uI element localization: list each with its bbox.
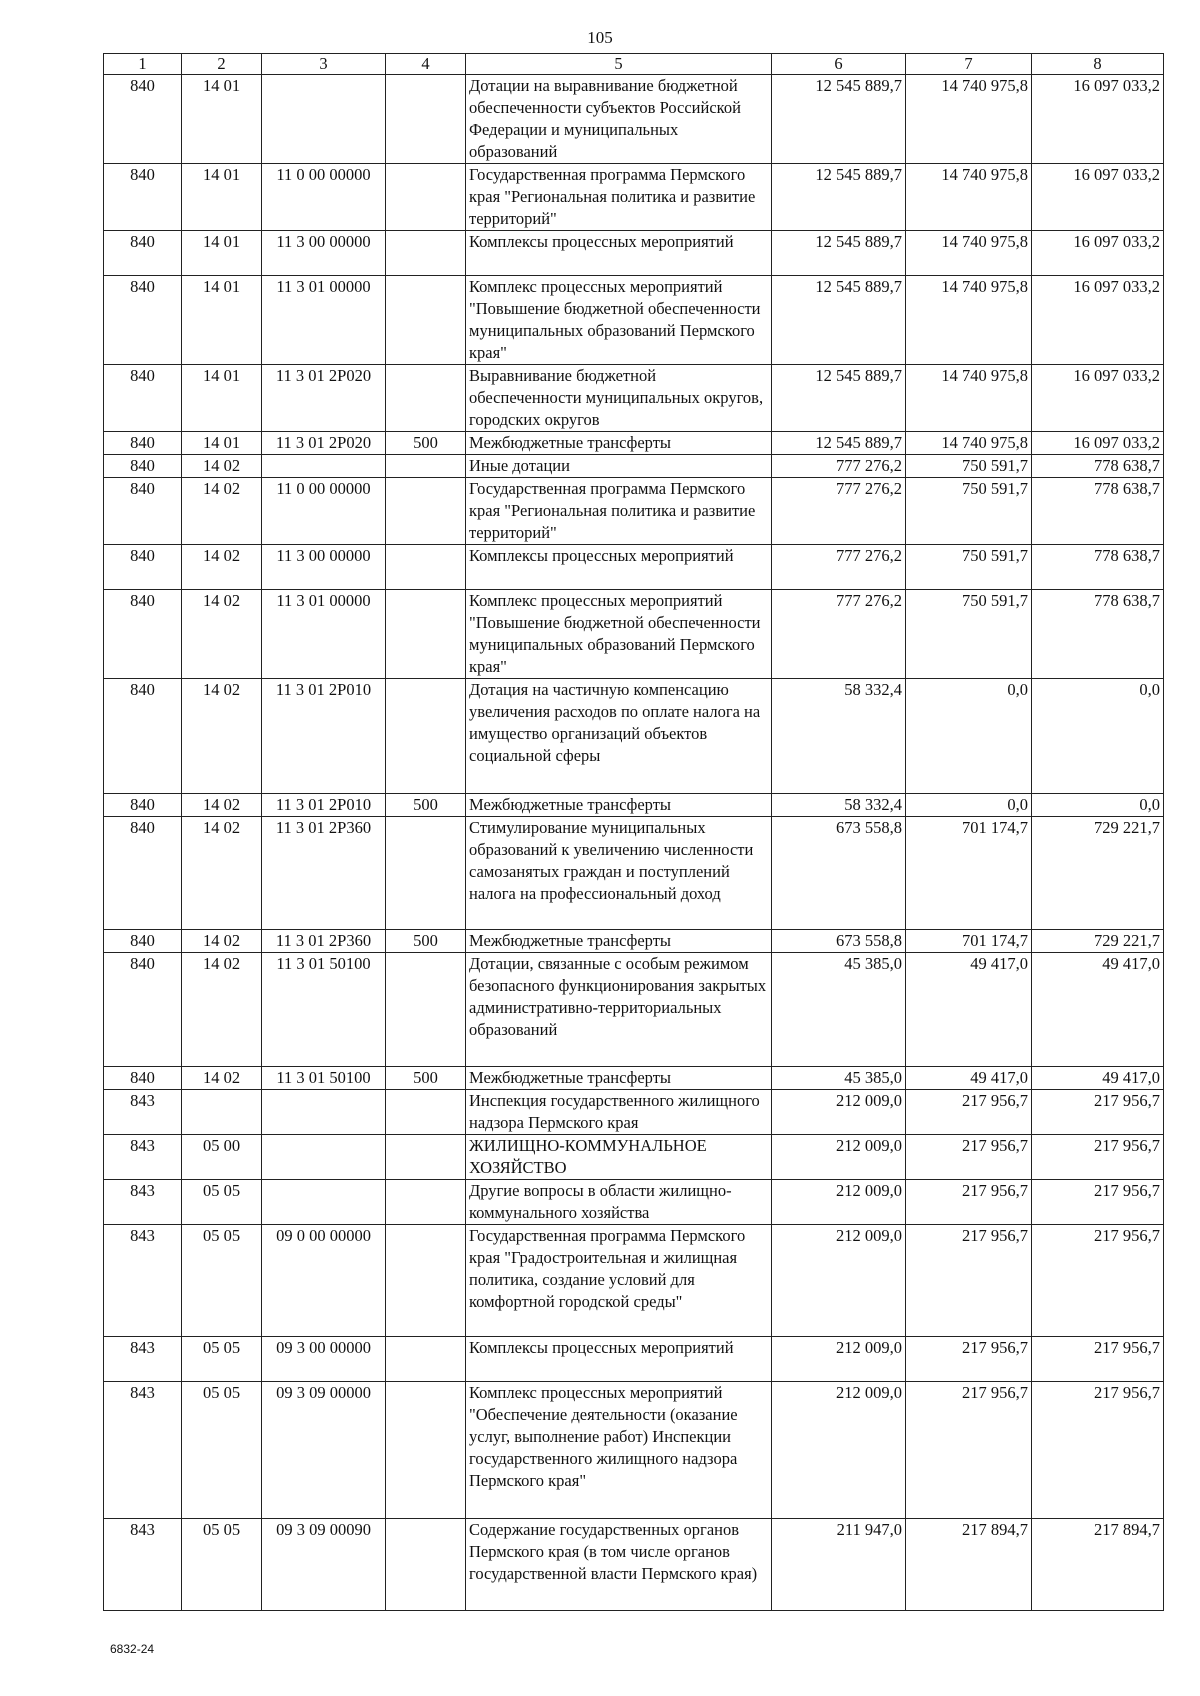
target-article-cell: 09 0 00 00000	[262, 1225, 386, 1337]
target-article-cell: 11 3 00 00000	[262, 231, 386, 276]
column-header: 4	[386, 54, 466, 75]
amount-year3-cell: 729 221,7	[1032, 817, 1164, 930]
amount-year2-cell: 701 174,7	[906, 817, 1032, 930]
ministry-code-cell: 840	[104, 794, 182, 817]
target-article-cell: 09 3 09 00000	[262, 1382, 386, 1519]
section-code-cell: 05 05	[182, 1225, 262, 1337]
target-article-cell: 11 3 01 2Р010	[262, 794, 386, 817]
amount-year3-cell: 16 097 033,2	[1032, 365, 1164, 432]
amount-year1-cell: 777 276,2	[772, 455, 906, 478]
item-name-cell: ЖИЛИЩНО-КОММУНАЛЬНОЕ ХОЗЯЙСТВО	[466, 1135, 772, 1180]
amount-year1-cell: 45 385,0	[772, 953, 906, 1067]
amount-year1-cell: 212 009,0	[772, 1225, 906, 1337]
table-row	[104, 75, 1164, 164]
ministry-code-cell: 840	[104, 590, 182, 679]
amount-year1-cell: 673 558,8	[772, 930, 906, 953]
section-code-cell: 05 05	[182, 1180, 262, 1225]
target-article-cell	[262, 75, 386, 164]
table-row	[104, 679, 1164, 794]
amount-year2-cell: 0,0	[906, 679, 1032, 794]
section-code-cell: 14 02	[182, 953, 262, 1067]
section-code-cell: 05 05	[182, 1337, 262, 1382]
amount-year2-cell: 49 417,0	[906, 953, 1032, 1067]
expense-type-cell	[386, 1337, 466, 1382]
amount-year1-cell: 12 545 889,7	[772, 432, 906, 455]
page-number: 105	[587, 28, 613, 47]
ministry-code-cell: 843	[104, 1090, 182, 1135]
item-name-cell: Дотация на частичную компенсацию увеличения расходов по оплате налога на имущество организаций объектов социальной сферы	[466, 679, 772, 794]
section-code-cell: 14 02	[182, 545, 262, 590]
target-article-cell: 11 3 01 00000	[262, 276, 386, 365]
amount-year1-cell: 211 947,0	[772, 1519, 906, 1611]
amount-year1-cell: 12 545 889,7	[772, 276, 906, 365]
amount-year3-cell: 778 638,7	[1032, 478, 1164, 545]
amount-year2-cell: 750 591,7	[906, 455, 1032, 478]
amount-year2-cell: 217 956,7	[906, 1135, 1032, 1180]
section-code-cell: 14 01	[182, 432, 262, 455]
item-name-cell: Государственная программа Пермского края "Региональная политика и развитие территорий"	[466, 478, 772, 545]
table-row	[104, 1067, 1164, 1090]
expense-type-cell	[386, 817, 466, 930]
ministry-code-cell: 843	[104, 1382, 182, 1519]
expense-type-cell	[386, 231, 466, 276]
ministry-code-cell: 843	[104, 1337, 182, 1382]
amount-year3-cell: 217 894,7	[1032, 1519, 1164, 1611]
table-row	[104, 1382, 1164, 1519]
ministry-code-cell: 840	[104, 953, 182, 1067]
ministry-code-cell: 840	[104, 545, 182, 590]
amount-year2-cell: 701 174,7	[906, 930, 1032, 953]
amount-year2-cell: 14 740 975,8	[906, 231, 1032, 276]
table-row	[104, 1225, 1164, 1337]
amount-year3-cell: 16 097 033,2	[1032, 164, 1164, 231]
expense-type-cell	[386, 1382, 466, 1519]
amount-year1-cell: 12 545 889,7	[772, 231, 906, 276]
section-code-cell: 05 05	[182, 1519, 262, 1611]
item-name-cell: Другие вопросы в области жилищно-коммунального хозяйства	[466, 1180, 772, 1225]
amount-year3-cell: 49 417,0	[1032, 1067, 1164, 1090]
amount-year2-cell: 217 894,7	[906, 1519, 1032, 1611]
ministry-code-cell: 840	[104, 1067, 182, 1090]
budget-table	[103, 53, 1164, 1611]
target-article-cell	[262, 455, 386, 478]
table-row	[104, 276, 1164, 365]
item-name-cell: Комплекс процессных мероприятий "Повышение бюджетной обеспеченности муниципальных образований Пермского края"	[466, 276, 772, 365]
section-code-cell: 05 05	[182, 1382, 262, 1519]
column-header: 5	[466, 54, 772, 75]
item-name-cell: Комплексы процессных мероприятий	[466, 1337, 772, 1382]
amount-year1-cell: 45 385,0	[772, 1067, 906, 1090]
table-row	[104, 1180, 1164, 1225]
amount-year2-cell: 0,0	[906, 794, 1032, 817]
amount-year1-cell: 212 009,0	[772, 1382, 906, 1519]
ministry-code-cell: 840	[104, 276, 182, 365]
amount-year2-cell: 14 740 975,8	[906, 164, 1032, 231]
expense-type-cell	[386, 365, 466, 432]
expense-type-cell	[386, 1519, 466, 1611]
ministry-code-cell: 843	[104, 1225, 182, 1337]
ministry-code-cell: 843	[104, 1519, 182, 1611]
table-row	[104, 817, 1164, 930]
item-name-cell: Дотации на выравнивание бюджетной обеспеченности субъектов Российской Федерации и муниципальных образований	[466, 75, 772, 164]
amount-year3-cell: 217 956,7	[1032, 1090, 1164, 1135]
expense-type-cell	[386, 1180, 466, 1225]
section-code-cell: 14 02	[182, 679, 262, 794]
amount-year1-cell: 212 009,0	[772, 1090, 906, 1135]
table-body	[104, 75, 1164, 1611]
amount-year3-cell: 729 221,7	[1032, 930, 1164, 953]
amount-year3-cell: 778 638,7	[1032, 590, 1164, 679]
amount-year1-cell: 212 009,0	[772, 1135, 906, 1180]
item-name-cell: Комплекс процессных мероприятий "Повышение бюджетной обеспеченности муниципальных образований Пермского края"	[466, 590, 772, 679]
amount-year2-cell: 217 956,7	[906, 1225, 1032, 1337]
expense-type-cell	[386, 455, 466, 478]
expense-type-cell	[386, 1225, 466, 1337]
ministry-code-cell: 843	[104, 1135, 182, 1180]
section-code-cell: 14 01	[182, 231, 262, 276]
amount-year3-cell: 217 956,7	[1032, 1382, 1164, 1519]
item-name-cell: Межбюджетные трансферты	[466, 1067, 772, 1090]
amount-year2-cell: 14 740 975,8	[906, 75, 1032, 164]
amount-year3-cell: 778 638,7	[1032, 545, 1164, 590]
expense-type-cell	[386, 1090, 466, 1135]
table-row	[104, 930, 1164, 953]
section-code-cell: 14 02	[182, 930, 262, 953]
table-row	[104, 164, 1164, 231]
amount-year3-cell: 217 956,7	[1032, 1337, 1164, 1382]
amount-year3-cell: 16 097 033,2	[1032, 231, 1164, 276]
amount-year2-cell: 750 591,7	[906, 590, 1032, 679]
amount-year3-cell: 16 097 033,2	[1032, 75, 1164, 164]
item-name-cell: Межбюджетные трансферты	[466, 794, 772, 817]
amount-year2-cell: 14 740 975,8	[906, 365, 1032, 432]
amount-year2-cell: 14 740 975,8	[906, 432, 1032, 455]
amount-year1-cell: 212 009,0	[772, 1337, 906, 1382]
target-article-cell: 11 3 01 50100	[262, 1067, 386, 1090]
expense-type-cell	[386, 953, 466, 1067]
ministry-code-cell: 840	[104, 817, 182, 930]
ministry-code-cell: 840	[104, 75, 182, 164]
section-code-cell: 14 01	[182, 365, 262, 432]
item-name-cell: Комплексы процессных мероприятий	[466, 231, 772, 276]
expense-type-cell	[386, 590, 466, 679]
amount-year2-cell: 14 740 975,8	[906, 276, 1032, 365]
table-row	[104, 231, 1164, 276]
item-name-cell: Государственная программа Пермского края "Региональная политика и развитие территорий"	[466, 164, 772, 231]
target-article-cell: 11 3 01 00000	[262, 590, 386, 679]
ministry-code-cell: 840	[104, 478, 182, 545]
expense-type-cell	[386, 75, 466, 164]
column-header: 8	[1032, 54, 1164, 75]
expense-type-cell	[386, 276, 466, 365]
section-code-cell	[182, 1090, 262, 1135]
section-code-cell: 05 00	[182, 1135, 262, 1180]
target-article-cell	[262, 1090, 386, 1135]
section-code-cell: 14 02	[182, 478, 262, 545]
expense-type-cell	[386, 1135, 466, 1180]
amount-year1-cell: 212 009,0	[772, 1180, 906, 1225]
expense-type-cell	[386, 545, 466, 590]
ministry-code-cell: 840	[104, 679, 182, 794]
section-code-cell: 14 02	[182, 590, 262, 679]
ministry-code-cell: 843	[104, 1180, 182, 1225]
table-row	[104, 1090, 1164, 1135]
target-article-cell: 11 3 01 2Р020	[262, 365, 386, 432]
section-code-cell: 14 02	[182, 455, 262, 478]
table-row	[104, 1337, 1164, 1382]
amount-year3-cell: 16 097 033,2	[1032, 432, 1164, 455]
amount-year1-cell: 777 276,2	[772, 478, 906, 545]
target-article-cell: 11 0 00 00000	[262, 164, 386, 231]
amount-year2-cell: 217 956,7	[906, 1382, 1032, 1519]
item-name-cell: Межбюджетные трансферты	[466, 930, 772, 953]
item-name-cell: Межбюджетные трансферты	[466, 432, 772, 455]
table-row	[104, 455, 1164, 478]
target-article-cell: 11 0 00 00000	[262, 478, 386, 545]
table-row	[104, 590, 1164, 679]
expense-type-cell: 500	[386, 930, 466, 953]
table-row	[104, 794, 1164, 817]
target-article-cell: 11 3 01 2Р360	[262, 930, 386, 953]
target-article-cell: 11 3 01 2Р020	[262, 432, 386, 455]
item-name-cell: Дотации, связанные с особым режимом безопасного функционирования закрытых административно-территориальных образований	[466, 953, 772, 1067]
ministry-code-cell: 840	[104, 432, 182, 455]
table-row	[104, 1135, 1164, 1180]
amount-year3-cell: 16 097 033,2	[1032, 276, 1164, 365]
section-code-cell: 14 01	[182, 75, 262, 164]
amount-year1-cell: 777 276,2	[772, 545, 906, 590]
amount-year1-cell: 58 332,4	[772, 679, 906, 794]
amount-year3-cell: 217 956,7	[1032, 1180, 1164, 1225]
amount-year1-cell: 12 545 889,7	[772, 365, 906, 432]
column-header: 2	[182, 54, 262, 75]
target-article-cell: 11 3 01 50100	[262, 953, 386, 1067]
column-header: 6	[772, 54, 906, 75]
table-row	[104, 365, 1164, 432]
section-code-cell: 14 02	[182, 794, 262, 817]
document-code: 6832-24	[110, 1642, 155, 1656]
section-code-cell: 14 01	[182, 276, 262, 365]
target-article-cell: 11 3 00 00000	[262, 545, 386, 590]
amount-year2-cell: 49 417,0	[906, 1067, 1032, 1090]
column-header: 1	[104, 54, 182, 75]
section-code-cell: 14 02	[182, 817, 262, 930]
table-row	[104, 953, 1164, 1067]
amount-year1-cell: 673 558,8	[772, 817, 906, 930]
item-name-cell: Комплекс процессных мероприятий "Обеспечение деятельности (оказание услуг, выполнение работ) Инспекции государственного жилищного надзора Пермского края"	[466, 1382, 772, 1519]
item-name-cell: Выравнивание бюджетной обеспеченности муниципальных округов, городских округов	[466, 365, 772, 432]
item-name-cell: Комплексы процессных мероприятий	[466, 545, 772, 590]
target-article-cell: 11 3 01 2Р010	[262, 679, 386, 794]
table-row	[104, 545, 1164, 590]
ministry-code-cell: 840	[104, 164, 182, 231]
amount-year1-cell: 58 332,4	[772, 794, 906, 817]
amount-year2-cell: 217 956,7	[906, 1337, 1032, 1382]
amount-year2-cell: 217 956,7	[906, 1090, 1032, 1135]
amount-year3-cell: 778 638,7	[1032, 455, 1164, 478]
expense-type-cell: 500	[386, 432, 466, 455]
target-article-cell: 09 3 09 00090	[262, 1519, 386, 1611]
target-article-cell	[262, 1135, 386, 1180]
target-article-cell: 09 3 00 00000	[262, 1337, 386, 1382]
amount-year3-cell: 217 956,7	[1032, 1135, 1164, 1180]
expense-type-cell	[386, 164, 466, 231]
amount-year1-cell: 12 545 889,7	[772, 75, 906, 164]
amount-year3-cell: 0,0	[1032, 679, 1164, 794]
target-article-cell: 11 3 01 2Р360	[262, 817, 386, 930]
amount-year2-cell: 217 956,7	[906, 1180, 1032, 1225]
item-name-cell: Стимулирование муниципальных образований к увеличению численности самозанятых граждан и поступлений налога на профессиональный доход	[466, 817, 772, 930]
column-number-row	[104, 54, 1164, 75]
column-header: 7	[906, 54, 1032, 75]
expense-type-cell: 500	[386, 1067, 466, 1090]
amount-year2-cell: 750 591,7	[906, 545, 1032, 590]
ministry-code-cell: 840	[104, 930, 182, 953]
amount-year3-cell: 217 956,7	[1032, 1225, 1164, 1337]
item-name-cell: Содержание государственных органов Пермского края (в том числе органов государственной власти Пермского края)	[466, 1519, 772, 1611]
item-name-cell: Иные дотации	[466, 455, 772, 478]
table-row	[104, 1519, 1164, 1611]
item-name-cell: Инспекция государственного жилищного надзора Пермского края	[466, 1090, 772, 1135]
column-header: 3	[262, 54, 386, 75]
ministry-code-cell: 840	[104, 231, 182, 276]
amount-year2-cell: 750 591,7	[906, 478, 1032, 545]
section-code-cell: 14 01	[182, 164, 262, 231]
target-article-cell	[262, 1180, 386, 1225]
table-row	[104, 478, 1164, 545]
amount-year3-cell: 0,0	[1032, 794, 1164, 817]
item-name-cell: Государственная программа Пермского края "Градостроительная и жилищная политика, создание условий для комфортной городской среды"	[466, 1225, 772, 1337]
section-code-cell: 14 02	[182, 1067, 262, 1090]
amount-year1-cell: 777 276,2	[772, 590, 906, 679]
expense-type-cell	[386, 478, 466, 545]
amount-year1-cell: 12 545 889,7	[772, 164, 906, 231]
ministry-code-cell: 840	[104, 365, 182, 432]
ministry-code-cell: 840	[104, 455, 182, 478]
amount-year3-cell: 49 417,0	[1032, 953, 1164, 1067]
expense-type-cell	[386, 679, 466, 794]
expense-type-cell: 500	[386, 794, 466, 817]
table-row	[104, 432, 1164, 455]
